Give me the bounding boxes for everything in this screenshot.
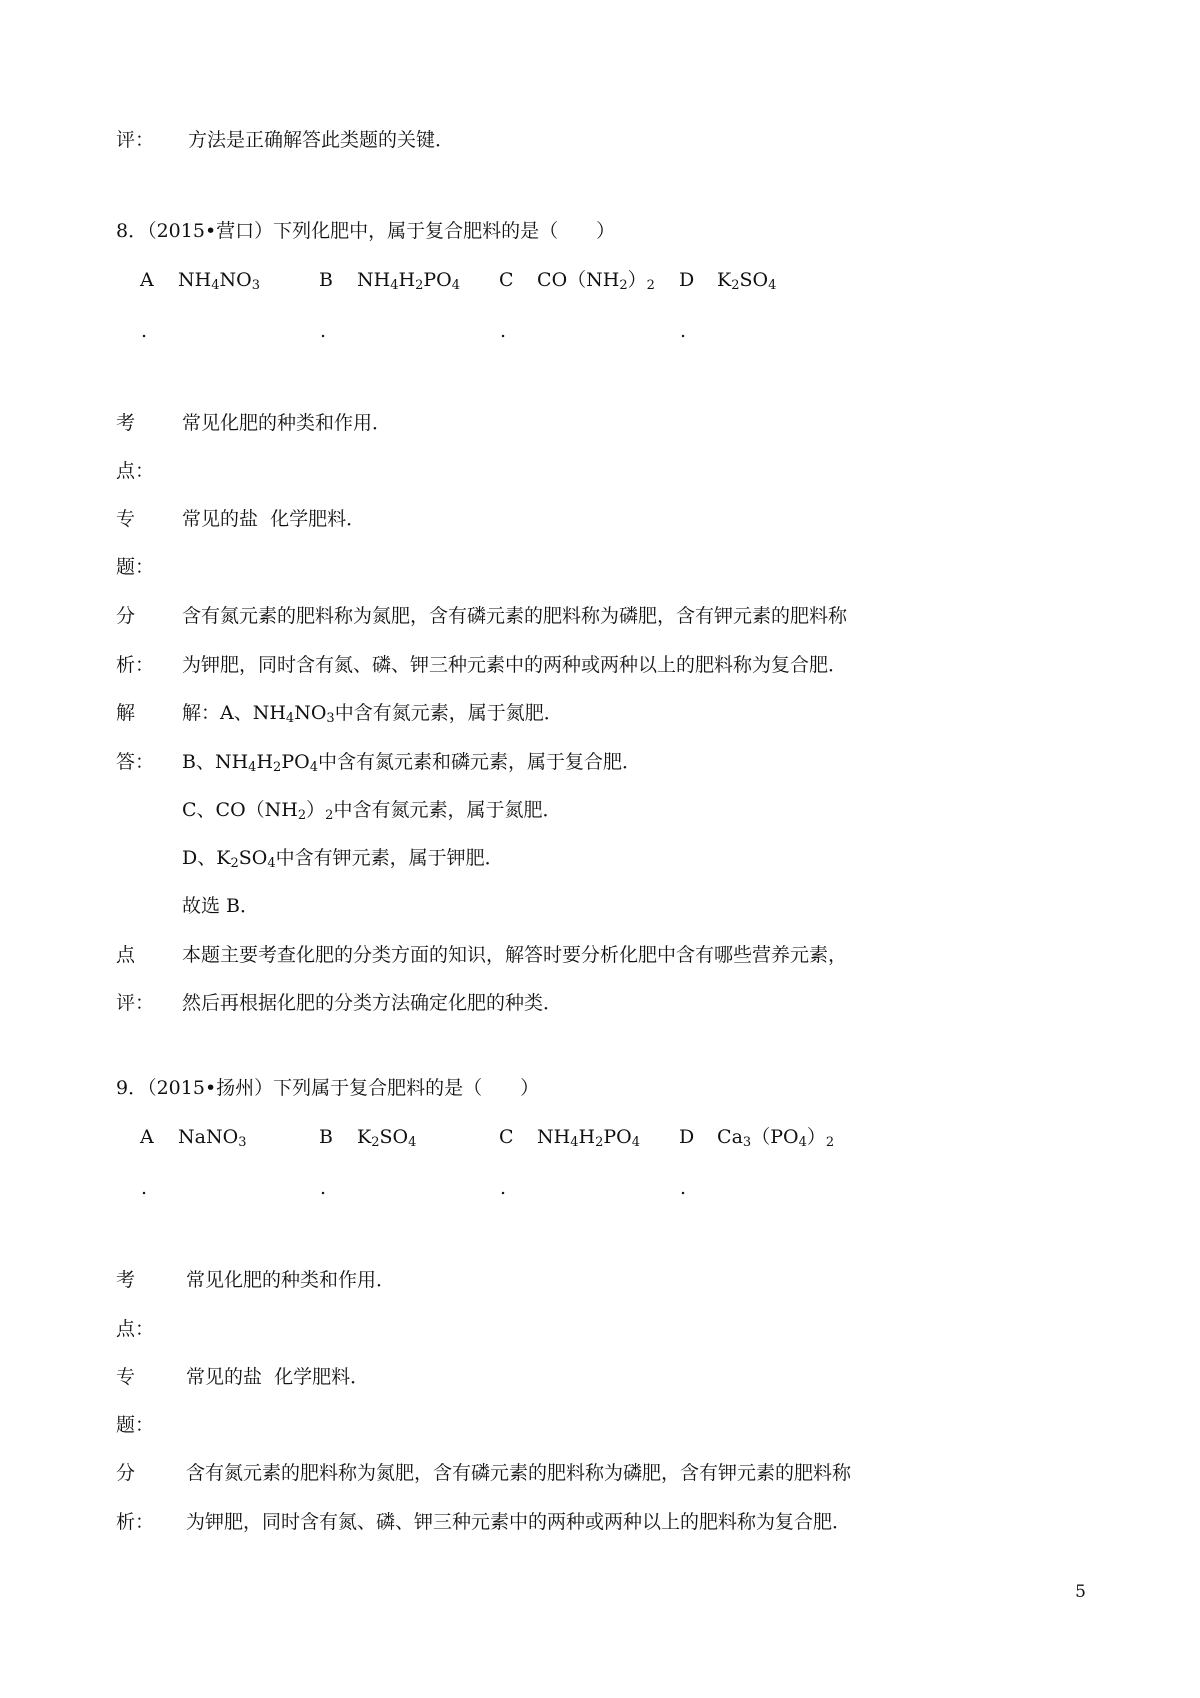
jieda-line2: B、$NH_4H_2PO_4$中含有氮元素和磷元素，属于复合肥．	[182, 751, 641, 775]
option-formula: $K_2SO_4$	[717, 269, 777, 293]
q8-option-b	[319, 267, 460, 293]
label-jie: 解	[116, 702, 136, 724]
question-9-stem: 9．（2015•扬州）下列属于复合肥料的是（ ）	[116, 1077, 540, 1099]
option-dot: .	[500, 1177, 507, 1199]
label-xi: 析：	[116, 1511, 155, 1533]
question-8-stem: 8．（2015•营口）下列化肥中，属于复合肥料的是（ ）	[116, 220, 616, 242]
q8-option-c	[499, 267, 655, 293]
dianping-line2: 然后再根据化肥的分类方法确定化肥的种类．	[182, 992, 563, 1014]
label-zhuan: 专	[116, 1366, 136, 1388]
q8-option-d	[679, 267, 776, 293]
label-kao: 考	[116, 1269, 136, 1291]
label-fen: 分	[116, 1462, 136, 1484]
q9-option-b	[319, 1124, 416, 1150]
q9-option-d	[679, 1124, 834, 1150]
fenxi-line2: 为钾肥，同时含有氮、磷、钾三种元素中的两种或两种以上的肥料称为复合肥．	[186, 1511, 852, 1533]
option-formula: $K_2SO_4$	[357, 1126, 417, 1150]
option-letter: D	[679, 269, 695, 291]
page-number: 5	[1075, 1582, 1086, 1602]
label-xi: 析：	[116, 654, 155, 676]
fenxi-line1: 含有氮元素的肥料称为氮肥，含有磷元素的肥料称为磷肥，含有钾元素的肥料称	[182, 605, 848, 627]
option-dot: .	[680, 1177, 687, 1199]
dianping-line1: 本题主要考查化肥的分类方面的知识，解答时要分析化肥中含有哪些营养元素，	[182, 944, 848, 966]
option-formula: $NH_4H_2PO_4$	[357, 269, 461, 293]
option-letter: A	[140, 269, 154, 291]
option-formula: $NH_4H_2PO_4$	[537, 1126, 641, 1150]
label-ping2: 评：	[116, 992, 155, 1014]
label-da: 答：	[116, 751, 155, 773]
option-dot: .	[141, 320, 148, 342]
jieda-line4: D、$K_2SO_4$中含有钾元素，属于钾肥．	[182, 847, 504, 871]
kaodian-text: 常见化肥的种类和作用．	[182, 412, 392, 434]
jieda-line3: C、$CO(NH_2)_2$中含有氮元素，属于氮肥．	[182, 799, 562, 823]
option-dot: .	[320, 1177, 327, 1199]
fenxi-line1: 含有氮元素的肥料称为氮肥，含有磷元素的肥料称为磷肥，含有钾元素的肥料称	[186, 1462, 852, 1484]
comment-text: 方法是正确解答此类题的关键．	[188, 129, 455, 151]
label-ti: 题：	[116, 1414, 155, 1436]
option-letter: A	[140, 1126, 154, 1148]
option-dot: .	[680, 320, 687, 342]
option-formula: NaNO$_3$	[178, 1126, 247, 1150]
label-ti: 题：	[116, 556, 155, 578]
option-formula: $NH_4NO_3$	[178, 269, 261, 293]
option-letter: B	[319, 269, 333, 291]
option-letter: C	[499, 1126, 514, 1148]
label-dian: 点：	[116, 1318, 155, 1340]
option-letter: D	[679, 1126, 695, 1148]
zhuanti-text: 常见的盐 化学肥料．	[186, 1366, 370, 1388]
label-fen: 分	[116, 605, 136, 627]
label-kao: 考	[116, 412, 136, 434]
label-zhuan: 专	[116, 508, 136, 530]
q9-option-c	[499, 1124, 640, 1150]
kaodian-text: 常见化肥的种类和作用．	[186, 1269, 396, 1291]
option-formula: $Ca_3(PO_4)_2$	[717, 1126, 835, 1150]
option-formula: $CO(NH_2)_2$	[537, 269, 655, 293]
label-ping: 评：	[116, 129, 155, 151]
q8-option-a	[140, 267, 260, 293]
jieda-line1: 解：A、$NH_4NO_3$中含有氮元素，属于氮肥．	[182, 702, 563, 726]
q9-option-a	[140, 1124, 246, 1150]
label-dian: 点：	[116, 460, 155, 482]
jieda-line5: 故选 B．	[182, 895, 260, 917]
option-dot: .	[500, 320, 507, 342]
option-dot: .	[141, 1177, 148, 1199]
option-letter: C	[499, 269, 514, 291]
fenxi-line2: 为钾肥，同时含有氮、磷、钾三种元素中的两种或两种以上的肥料称为复合肥．	[182, 654, 848, 676]
option-letter: B	[319, 1126, 333, 1148]
option-dot: .	[320, 320, 327, 342]
label-dian2: 点	[116, 944, 136, 966]
zhuanti-text: 常见的盐 化学肥料．	[182, 508, 366, 530]
